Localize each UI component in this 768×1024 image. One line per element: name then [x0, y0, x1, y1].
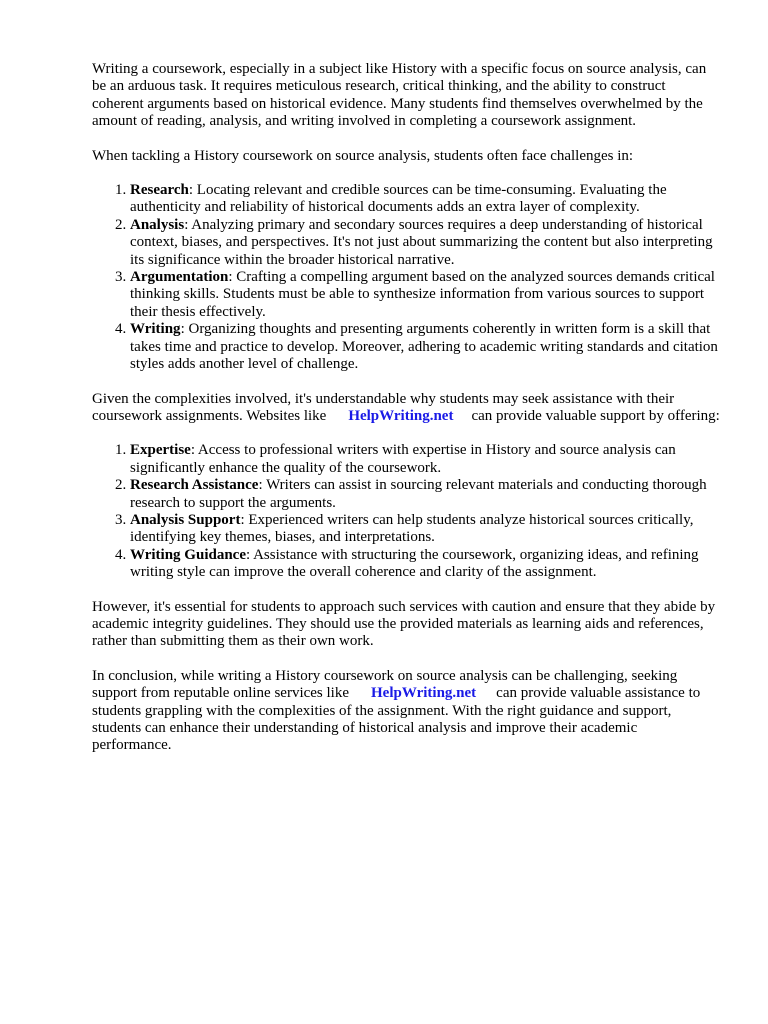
challenges-list [92, 182, 720, 373]
list-item-text: : Writers can assist in sourcing relevant materials and conducting thorough research to support the arguments. [130, 477, 707, 511]
caution-paragraph: However, it's essential for students to approach such services with caution and ensure that they abide by academic integrity guidelines. They should use the provided materials as learning aids and references, rather than submitting them as their own work. [92, 598, 716, 650]
list-item-research-assistance [130, 477, 720, 512]
list-item-term: Research [130, 182, 189, 199]
list-item-text: : Experienced writers can help students analyze historical sources critically, identifying key themes, biases, and interpretations. [130, 511, 694, 546]
conclusion-text-before: In conclusion, while writing a History coursework on source analysis can be challenging, seeking support from reputable online services like [92, 667, 678, 702]
challenges-intro-paragraph: When tackling a History coursework on source analysis, students often face challenges in: [92, 147, 634, 164]
offerings-list [92, 442, 720, 581]
list-item-writing-guidance [130, 547, 720, 582]
list-item-analysis [130, 217, 720, 269]
list-item-term: Analysis Support [130, 511, 241, 528]
list-item-text: : Access to professional writers with expertise in History and source analysis can significantly enhance the quality of the coursework. [130, 442, 676, 476]
intro-paragraph: Writing a coursework, especially in a subject like History with a specific focus on source analysis, can be an arduous task. It requires meticulous research, critical thinking, and the ability to construct coherent arguments based on historical evidence. Many students find themselves overwhelmed by the amount of reading, analysis, and writing involved in completing a coursework assignment. [92, 61, 707, 130]
list-item-term: Writing [130, 321, 181, 338]
list-item-research [130, 182, 720, 217]
list-item-text: : Locating relevant and credible sources can be time-consuming. Evaluating the authenticity and reliability of historical documents adds an extra layer of complexity. [130, 182, 667, 216]
assistance-text-after: can provide valuable support by offering: [471, 407, 720, 424]
helpwriting-link[interactable]: HelpWriting.net [371, 685, 477, 702]
list-item-term: Analysis [130, 216, 185, 233]
list-item-term: Research Assistance [130, 477, 259, 494]
document-page [92, 61, 720, 772]
conclusion-paragraph [92, 668, 720, 755]
list-item-term: Argumentation [130, 269, 229, 286]
helpwriting-link[interactable]: HelpWriting.net [348, 407, 454, 424]
list-item-text: : Organizing thoughts and presenting arguments coherently in written form is a skill that takes time and practice to develop. Moreover, adhering to academic writing standards and citation styles adds another level of challenge. [130, 321, 718, 373]
list-item-text: : Analyzing primary and secondary sources requires a deep understanding of historical context, biases, and perspectives. It's not just about summarizing the content but also interpreting its significance within the broader historical narrative. [130, 216, 713, 268]
assistance-text-before: Given the complexities involved, it's understandable why students may seek assistance with their coursework assignments. Websites like [92, 390, 675, 424]
list-item-text: : Assistance with structuring the coursework, organizing ideas, and refining writing style can improve the overall coherence and clarity of the assignment. [130, 546, 699, 581]
list-item-writing [130, 321, 720, 373]
list-item-term: Expertise [130, 442, 191, 459]
list-item-text: : Crafting a compelling argument based on the analyzed sources demands critical thinking skills. Students must be able to synthesize information from various sources to support their thesis effectively. [130, 269, 715, 320]
list-item-argumentation [130, 269, 720, 321]
list-item-analysis-support [130, 512, 720, 547]
assistance-paragraph [92, 391, 720, 426]
list-item-term: Writing Guidance [130, 546, 246, 563]
list-item-expertise [130, 442, 720, 477]
conclusion-text-after: can provide valuable assistance to students grappling with the complexities of the assignment. With the right guidance and support, students can enhance their understanding of historical analysis and improve their academic performance. [92, 685, 701, 754]
